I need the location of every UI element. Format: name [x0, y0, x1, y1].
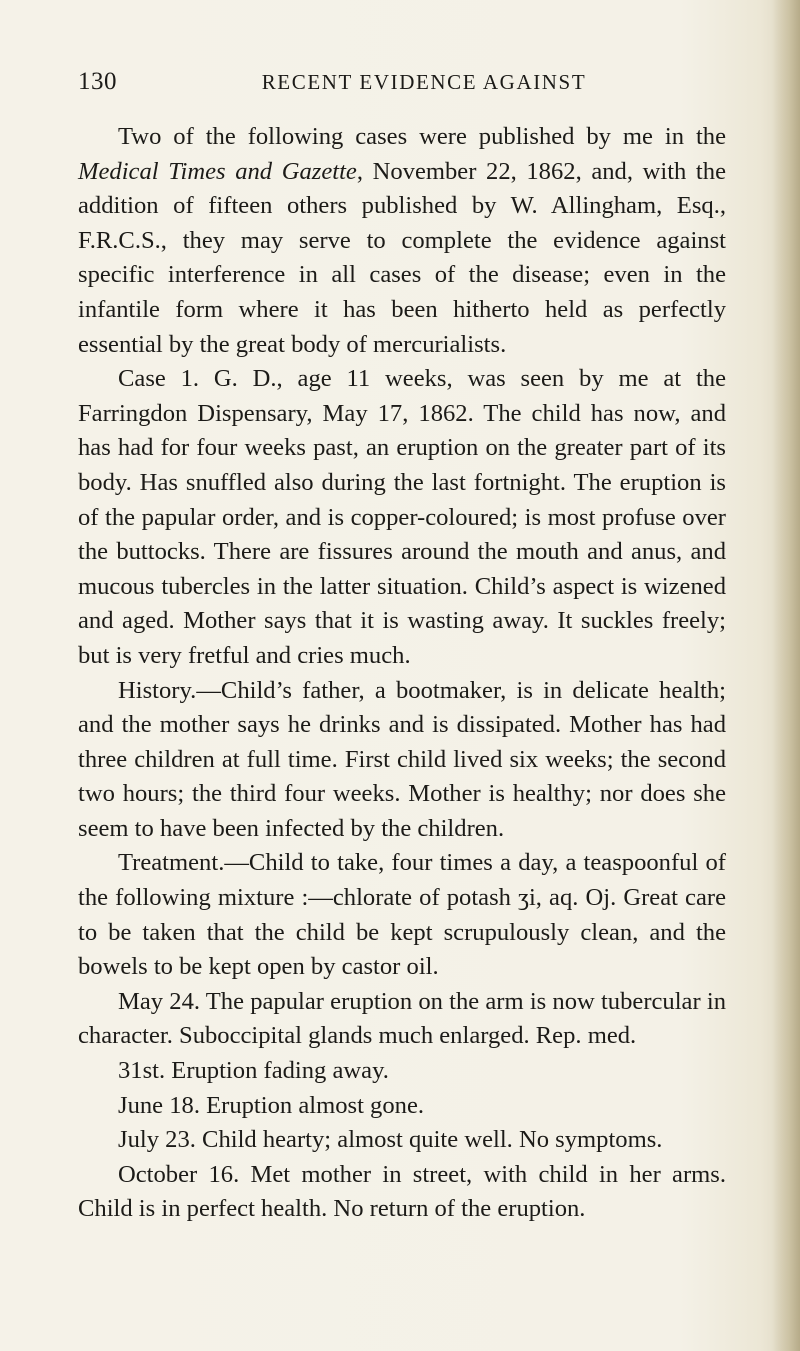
june-18-entry: June 18. Eruption almost gone. — [118, 1091, 425, 1119]
may-31-entry: 31st. Eruption fading away. — [118, 1057, 389, 1085]
journal-title: Medical Times and Gazette — [78, 157, 357, 185]
page-edge-shadow — [772, 0, 800, 1351]
body-text — [78, 120, 726, 1227]
may-24-entry: May 24. The papular eruption on the arm is now tubercular in character. Suboccipital glands much enlarged. Rep. med. — [78, 987, 726, 1050]
history-paragraph: History.—Child’s father, a bootmaker, is in delicate health; and the mother says he drinks and is dissipated. Mother has had three children at full time. First child lived six weeks; the second two hours; the third four weeks. Mother is healthy; nor does she seem to have been infected by the children. — [78, 676, 726, 842]
page-number: 130 — [78, 68, 117, 95]
october-16-entry: October 16. Met mother in street, with child in her arms. Child is in perfect health. No return of the eruption. — [78, 1160, 726, 1223]
treatment-paragraph: Treatment.—Child to take, four times a day, a teaspoonful of the following mixture :—chlorate of potash ʒi, aq. Oj. Great care to be taken that the child be kept scrupulously clean, and the bowels to be kept open by castor oil. — [78, 849, 726, 981]
case-1-paragraph: Case 1. G. D., age 11 weeks, was seen by me at the Farringdon Dispensary, May 17, 1862. The child has now, and has had for four weeks past, an eruption on the greater part of its body. Has snuffled also during the last fortnight. The eruption is of the papular order, and is copper-coloured; is most profuse over the buttocks. There are fissures around the mouth and anus, and mucous tubercles in the latter situation. Child’s aspect is wizened and aged. Mother says that it is wasting away. It suckles freely; but is very fretful and cries much. — [78, 365, 726, 669]
intro-paragraph — [78, 120, 726, 362]
page-header — [74, 68, 714, 108]
intro-text-part2: , November 22, 1862, and, with the addition of fifteen others published by W. Allingham, Esq., F.R.C.S., they may serve to complete the evidence against specific interference in all cases of the disease; even in the infantile form where it has been hitherto held as perfectly essential by the great body of mercurialists. — [78, 157, 726, 358]
intro-text-part1: Two of the following cases were published by me in the — [118, 123, 726, 150]
july-23-entry: July 23. Child hearty; almost quite well. No symptoms. — [118, 1126, 663, 1154]
running-head: RECENT EVIDENCE AGAINST — [261, 70, 587, 94]
